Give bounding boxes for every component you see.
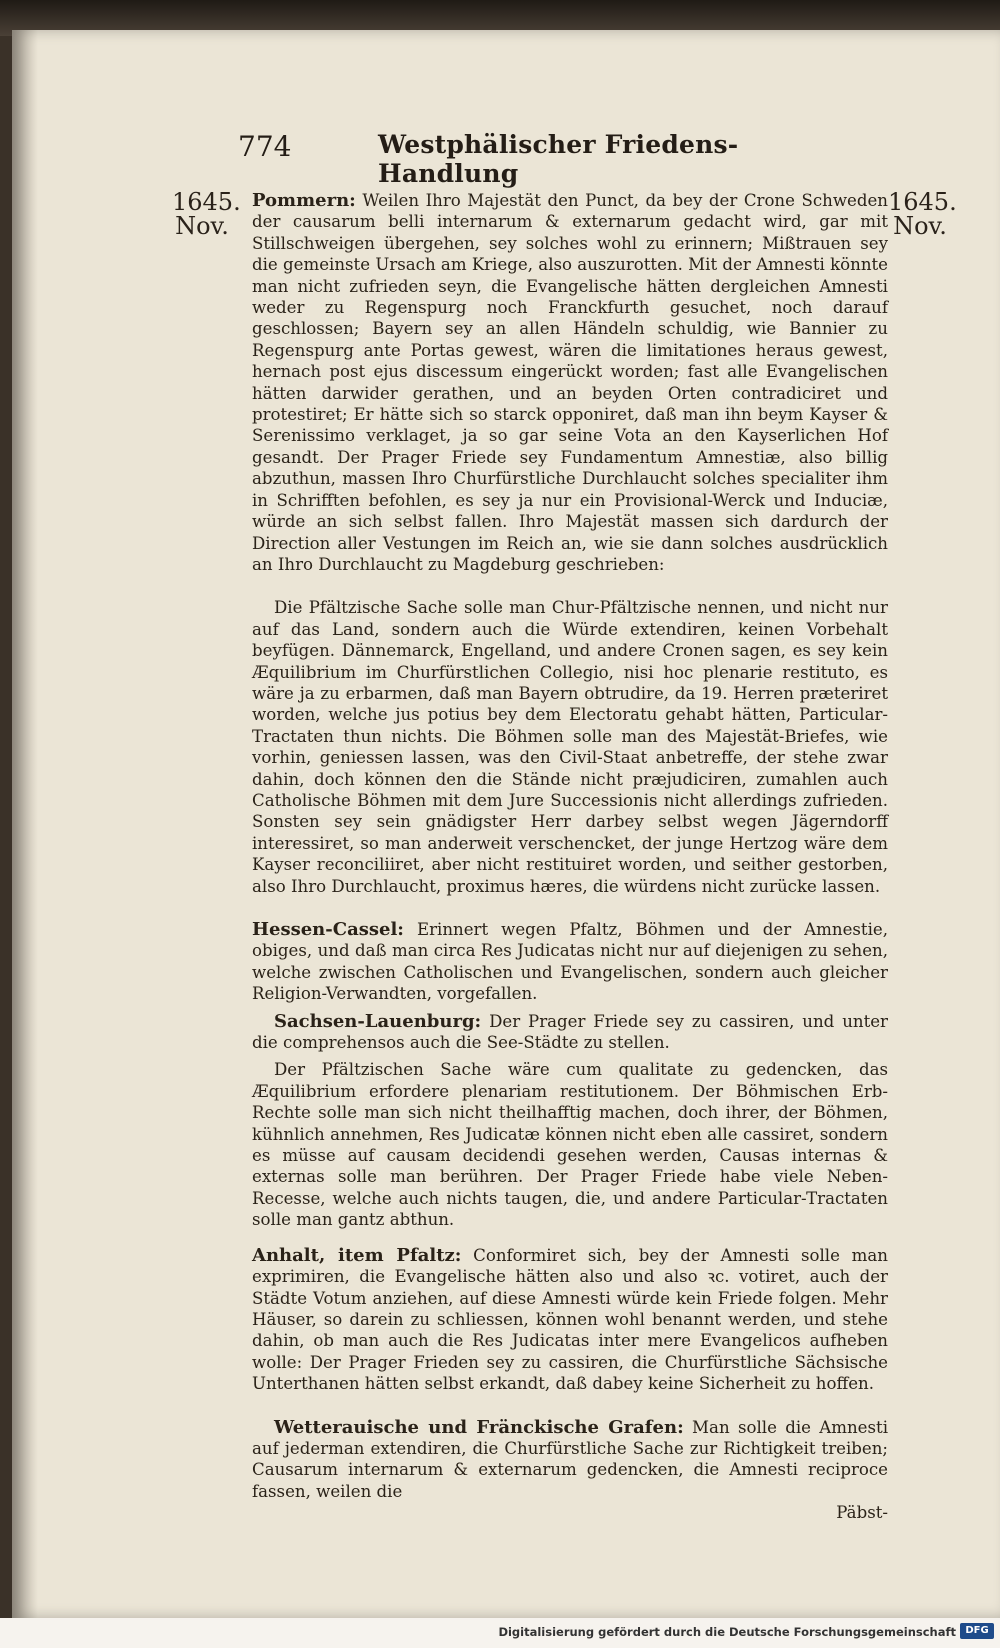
speaker-label: Pommern: (252, 190, 356, 211)
paragraph-text: Die Pfältzische Sache solle man Chur-Pfältzische nennen, und nicht nur auf das Land, sondern auch die Würde extendiren, keinen Vorbehalt beyfügen. Dännemarck, Engelland, und andere Cronen sagen, es sey kein Æquilibrium im Churfürstlichen Collegio, nisi hoc plenarie restituto, es wäre ja zu erbarmen, daß man Bayern obtrudire, da 19. Herren præteriret worden, welche jus potius bey dem Electoratu gehabt hätten, Particular-Tractaten thun nichts. Die Böhmen solle man des Majestät-Briefes, wie vorhin, geniessen lassen, was den Civil-Staat anbetreffe, der stehe zwar dahin, doch können den die Stände nicht præjudiciren, zumahlen auch Catholische Böhmen mit dem Jure Successionis nicht allerdings zufrieden. Sonsten sey sein gnädigster Herr darbey selbst wegen Jägerndorff interessiret, so man anderweit verschencket, der junge Hertzog wäre dem Kayser reconciliiret, aber nicht restituiret worden, und seither gestorben, also Ihro Durchlaucht, proximus hæres, die würdens nicht zurücke lassen. (252, 598, 888, 896)
speaker-label: Sachsen-Lauenburg: (274, 1010, 482, 1032)
left-margin-year: 1645. (172, 188, 241, 216)
page-number: 774 (238, 130, 292, 163)
paragraph (252, 919, 888, 1005)
speaker-label: Hessen-Cassel: (252, 919, 404, 940)
paragraph (252, 1245, 888, 1395)
gutter-shadow (12, 30, 38, 1618)
catchword-line (252, 1502, 888, 1523)
paragraph-text: Conformiret sich, bey der Amnesti solle man exprimiren, die Evangelische hätten also und also ꝛc. votiret, auch der Städte Votum anziehen, auf diese Amnesti würde kein Friede folgen. Mehr Häuser, so darein zu schliessen, können wohl benannt werden, und stehe dahin, ob man auch die Res Judicatas inter mere Evangelicos aufheben wolle: Der Prager Frieden sey zu cassiren, die Churfürstliche Sächsische Unterthanen hätten selbst erkandt, daß dabey keine Sicherheit zu hoffen. (252, 1245, 888, 1394)
paragraph (252, 190, 888, 575)
left-margin-month: Nov. (175, 212, 229, 240)
paragraph-text: Erinnert wegen Pfaltz, Böhmen und der Amnestie, obiges, und daß man circa Res Judicatas nicht nur auf diejenigen zu sehen, welche zwischen Catholischen und Evangelischen, sondern auch gleicher Religion-Verwandten, vorgefallen. (252, 920, 888, 1004)
right-margin-year: 1645. (888, 188, 957, 216)
paragraph (252, 1417, 888, 1503)
funding-notice: Digitalisierung gefördert durch die Deutsche Forschungsgemeinschaft (498, 1625, 956, 1639)
page-header (238, 130, 798, 188)
speaker-label: Wetterauische und Fränckische Grafen: (274, 1416, 684, 1438)
paragraph-text: Man solle die Amnesti auf jederman extendiren, die Churfürstliche Sache zur Richtigkeit treiben; Causarum internarum & externarum gedencken, die Amnesti reciproce fassen, weilen die (252, 1417, 888, 1501)
paragraph (252, 1059, 888, 1230)
paragraph (252, 597, 888, 897)
catchword: Päbst- (836, 1503, 888, 1523)
paragraph-text: Der Pfältzischen Sache wäre cum qualitate zu gedencken, das Æquilibrium erfordere plenariam restitutionem. Der Böhmischen Erb-Rechte solle man sich nicht theilhafftig machen, doch ihrer, der Böhmen, kühnlich annehmen, Res Judicatæ können nicht eben alle cassiret, sondern es müsse auf causam decidendi gesehen werden, Causas internas & externas solle man berühren. Der Prager Friede habe viele Neben-Recesse, welche auch nichts taugen, die, und andere Particular-Tractaten solle man gantz abthun. (252, 1060, 888, 1230)
dfg-logo: DFG (960, 1623, 994, 1639)
speaker-label: Anhalt, item Pfaltz: (252, 1244, 462, 1266)
right-margin-month: Nov. (893, 212, 947, 240)
right-margin-date (888, 188, 957, 240)
paragraph (252, 1011, 888, 1054)
paragraph-text: Weilen Ihro Majestät den Punct, da bey der Crone Schweden der causarum belli internarum & externarum gedacht wird, gar mit Stillschweigen übergehen, sey solches wohl zu erinnern; Mißtrauen sey die gemeinste Ursach am Kriege, also auszurotten. Mit der Amnesti könnte man nicht zufrieden seyn, die Evangelische hätten dergleichen Amnesti weder zu Regenspurg noch Franckfurth gesuchet, noch darauf geschlossen; Bayern sey an allen Händeln schuldig, wie Bannier zu Regenspurg ante Portas gewest, wären die limitationes heraus gewest, hernach post ejus discessum eingerückt worden; fast alle Evangelischen hätten darwider gerathen, und an beyden Orten contradiciret und protestiret; Er hätte sich so starck opponiret, daß man ihn beym Kayser & Serenissimo verklaget, ja so gar seine Vota an den Kayserlichen Hof gesandt. Der Prager Friede sey Fundamentum Amnestiæ, also billig abzuthun, massen Ihro Churfürstliche Durchlaucht solches specialiter ihm in Schrifften befohlen, es sey ja nur ein Provisional-Werck und Induciæ, würde an sich selbst fallen. Ihro Majestät massen sich dardurch der Direction aller Vestungen im Reich an, wie sie dann solches ausdrücklich an Ihro Durchlaucht zu Magdeburg geschrieben: (252, 191, 888, 574)
running-title: Westphälischer Friedens-Handlung (378, 130, 739, 188)
main-text (252, 190, 888, 1524)
paragraph-text: Der Prager Friede sey zu cassiren, und unter die comprehensos auch die See-Städte zu stellen. (252, 1011, 888, 1053)
left-margin-date (172, 188, 241, 240)
